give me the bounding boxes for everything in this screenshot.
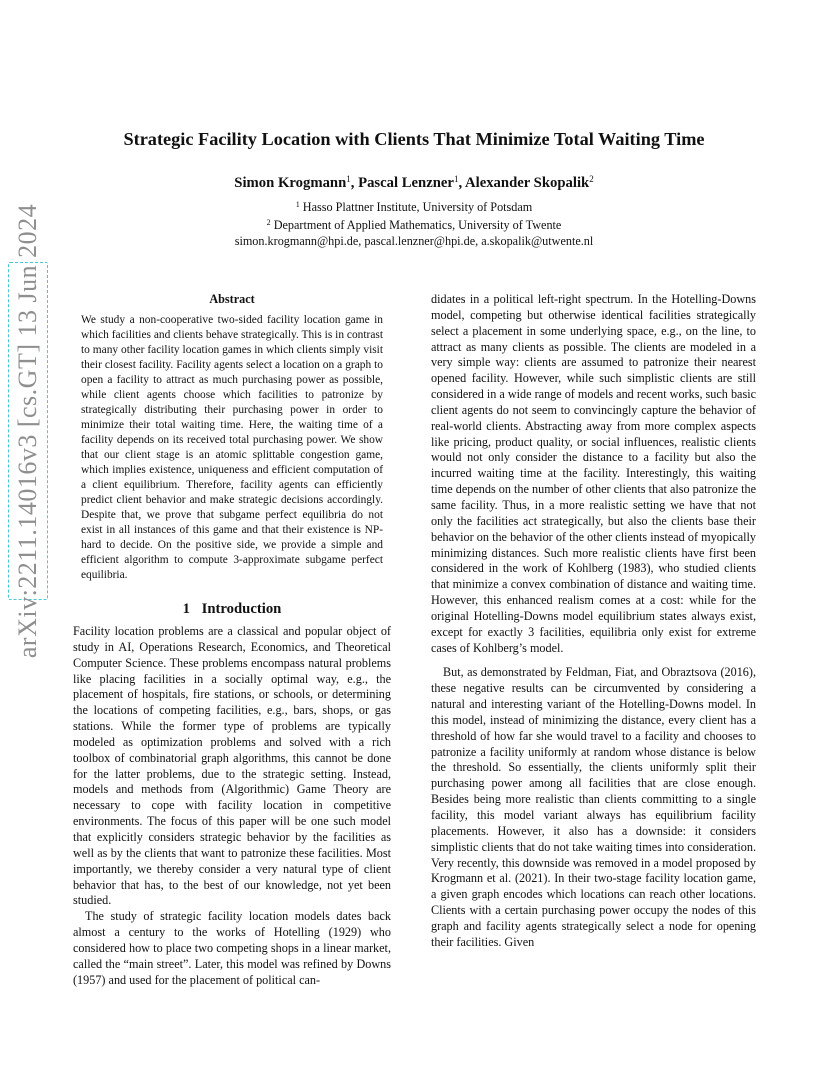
author-emails: simon.krogmann@hpi.de, pascal.lenzner@hpi.de, a.skopalik@utwente.nl: [234, 234, 594, 248]
intro-paragraph-1: Facility location problems are a classical and popular object of study in AI, Operations Research, Economics, and Theoretical Computer Science. These problems encompass natural problems like placing facilities in a socially optimal way, e.g., the placement of hospitals, fire stations, or schools, or determining the locations of competing facilities, e.g., bars, shops, or gas stations. While the former type of problems are typically modeled as optimization problems and solved with a rich toolbox of combinatorial graph algorithms, this cannot be done for the latter problems, due to the strategic setting. Instead, models and methods from (Algorithmic) Game Theory are necessary to cope with facility location in competitive environments. The focus of this paper will be one such model that explicitly considers strategic behavior by the facilities as well as by the clients that want to patronize these facilities. Most importantly, we thereby consider a very natural type of client behavior that has, to the best of our knowledge, not yet been studied.: [73, 624, 391, 908]
author-affil-mark: 1: [453, 174, 459, 184]
section-heading-introduction: 1 Introduction: [182, 601, 282, 617]
paper-title: Strategic Facility Location with Clients That Minimize Total Waiting Time: [123, 129, 705, 149]
left-column: [73, 292, 391, 988]
affiliations: [60, 197, 768, 249]
author-affil-mark: 1: [346, 174, 351, 184]
author-name: Alexander Skopalik: [465, 175, 590, 191]
abstract-text: We study a non-cooperative two-sided facility location game in which facilities and clients behave strategically. This is in contrast to many other facility location games in which clients simply visit their closest facility. Facility agents select a location on a graph to open a facility to attract as much purchasing power as possible, while client agents choose which facilities to patronize by strategically distributing their purchasing power in order to minimize their total waiting time. Here, the waiting time of a facility depends on its received total purchasing power. We show that our client stage is an atomic splittable congestion game, which implies existence, uniqueness and efficient computation of a client equilibrium. Therefore, facility agents can efficiently predict client behavior and make strategic decisions accordingly. Despite that, we prove that subgame perfect equilibria do not exist in all instances of this game and that their existence is NP-hard to decide. On the positive side, we provide a simple and efficient algorithm to compute 3-approximate subgame perfect equilibria.: [81, 314, 383, 581]
author-separator: ,: [350, 175, 359, 191]
right-column: [431, 292, 756, 951]
intro-paragraph-4: But, as demonstrated by Feldman, Fiat, and Obraztsova (2016), these negative results can be circumvented by considering a natural and interesting variant of the Hotelling-Downs model. In this model, instead of minimizing the distance, every client has a threshold of how far she would travel to a facility and chooses to patronize a facility uniformly at random whose distance is below the threshold. So essentially, the clients uniformly split their purchasing power among all facilities that are close enough. Besides being more realistic than clients committing to a single facility, this model variant always has equilibrium facility placements. However, it also has a downside: it considers simplistic clients that do not take waiting times into consideration. Very recently, this downside was removed in a model proposed by Krogmann et al. (2021). In their two-stage facility location game, a given graph encodes which locations can reach other locations. Clients with a certain purchasing power occupy the nodes of this graph and facility agents strategically select a node for opening their facilities. Given: [431, 665, 756, 949]
arxiv-side-stamp: [8, 203, 48, 659]
affiliation-line: $^2$ Department of Applied Mathematics, University of Twente: [266, 218, 562, 232]
author-affil-mark: 2: [589, 174, 594, 184]
author-name: Pascal Lenzner: [358, 175, 454, 191]
arxiv-identifier: arXiv:2211.14016v3 [cs.GT] 13 Jun 2024: [13, 203, 42, 659]
affiliation-line: $^1$ Hasso Plattner Institute, University of Potsdam: [295, 200, 533, 214]
abstract-heading: Abstract: [209, 292, 255, 306]
author-name: Simon Krogmann: [234, 175, 347, 191]
author-list: [60, 174, 768, 192]
intro-paragraph-3: didates in a political left-right spectrum. In the Hotelling-Downs model, competing but otherwise identical facilities strategically select a placement in some underlying space, e.g., on the line, to attract as many clients as possible. The clients are modeled in a very simple way: clients are assumed to patronize their nearest opened facility. However, while such simplistic clients are still considered in a wide range of models and recent works, such basic client agents do not seem to convincingly capture the behavior of real-world clients. Abstracting away from more complex aspects like pricing, product quality, or social influences, realistic clients would not only consider the distance to a facility but also the incurred waiting time at the facility. Interestingly, this waiting time depends on the number of other clients that also patronize the same facility. Thus, in a more realistic setting we have that not only the facilities act strategically, but also the clients base their behavior on the behavior of the other clients instead of myopically minimizing distances. Such more realistic clients have first been considered in the work of Kohlberg (1983), who studied clients that minimize a convex combination of distance and waiting time. However, this enhanced realism comes at a cost: while for the original Hotelling-Downs model equilibrium states always exist, except for exactly 3 facilities, equilibria only exist for extreme cases of Kohlberg’s model.: [431, 292, 756, 655]
author-separator: ,: [458, 175, 465, 191]
intro-paragraph-2: The study of strategic facility location models dates back almost a century to the works of Hotelling (1929) who considered how to place two competing shops in a linear market, called the “main street”. Later, this model was refined by Downs (1957) and used for the placement of political can-: [73, 909, 391, 987]
